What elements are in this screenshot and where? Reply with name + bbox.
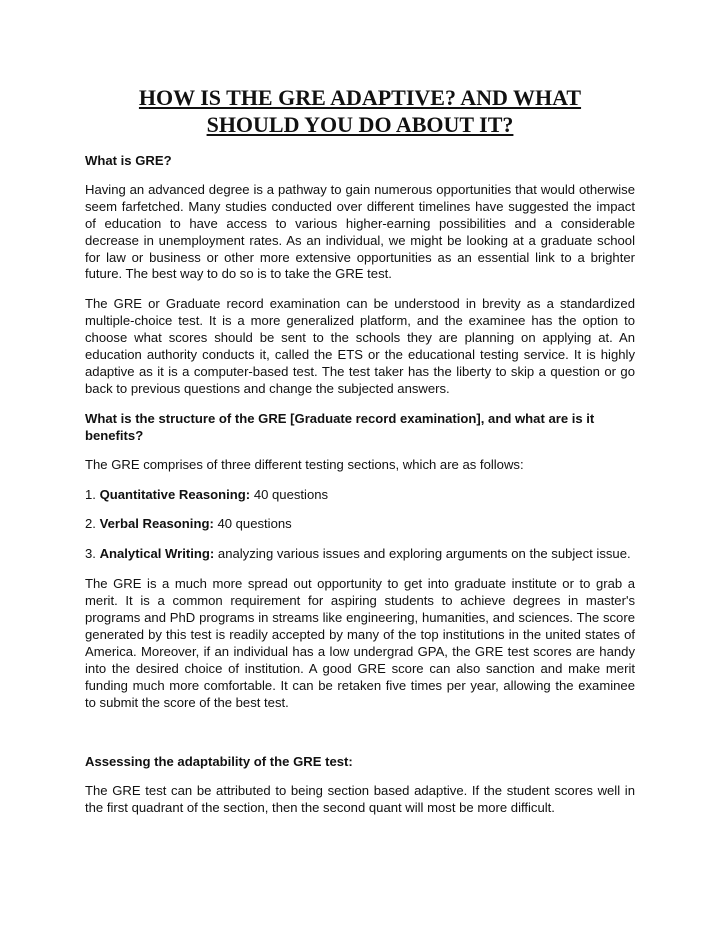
list-item-verbal <box>85 516 635 533</box>
blank-spacer <box>85 724 635 754</box>
section-heading-structure: What is the structure of the GRE [Graduate record examination], and what are is it benefits? <box>85 410 595 443</box>
list-number: 1. <box>85 486 96 502</box>
list-number: 3. <box>85 546 96 562</box>
section-heading-adaptability: Assessing the adaptability of the GRE test: <box>85 754 353 770</box>
paragraph-sections-intro: The GRE comprises of three different testing sections, which are as follows: <box>85 456 524 472</box>
list-item-analytical <box>85 546 635 563</box>
list-text: 40 questions <box>253 486 329 502</box>
title-line-2: SHOULD YOU DO ABOUT IT? <box>206 112 514 137</box>
paragraph-gre-benefits: The GRE is a much more spread out opportunity to get into graduate institute or to grab a merit. It is a common requirement for aspiring students to achieve degrees in master's programs and PhD programs in streams like engineering, humanities, and sciences. The score generated by this test is readily accepted by many of the top institutions in the united states of America. Moreover, if an individual has a low undergrad GPA, the GRE test scores are handy into the desired choice of institution. A good GRE score can also sanction and make merit funding much more comfortable. It can be retaken five times per year, allowing the examinee to submit the score of the best test. <box>85 576 635 710</box>
section-heading-what-is-gre: What is GRE? <box>85 153 172 168</box>
list-item-quantitative <box>85 487 635 504</box>
list-label: Quantitative Reasoning: <box>99 486 251 502</box>
paragraph-gre-definition: The GRE or Graduate record examination can be understood in brevity as a standardized multiple-choice test. It is a more generalized platform, and the examinee has the option to choose what scores should be sent to the schools they are planning on applying at. An education authority conducts it, called the ETS or the educational testing service. It is highly adaptive as it is a computer-based test. The test taker has the liberty to skip a question or go back to previous questions and change the subjected answers. <box>85 296 635 396</box>
list-label: Analytical Writing: <box>99 546 215 562</box>
document-body <box>85 84 635 830</box>
list-label: Verbal Reasoning: <box>99 516 214 532</box>
paragraph-intro: Having an advanced degree is a pathway to gain numerous opportunities that would otherwise seem farfetched. Many studies conducted over different timelines have suggested the impact of education to have access to various higher-earning possibilities and a considerable decrease in unemployment rates. As an individual, we might be looking at a graduate school for law or business or other more extensive opportunities as an essential link to a brighter future. The best way to do so is to take the GRE test. <box>85 181 635 282</box>
paragraph-adaptability: The GRE test can be attributed to being section based adaptive. If the student scores well in the first quadrant of the section, then the second quant will most be more difficult. <box>85 783 635 816</box>
list-text: analyzing various issues and exploring arguments on the subject issue. <box>217 546 631 562</box>
list-text: 40 questions <box>217 516 292 532</box>
page-title <box>85 84 635 138</box>
title-line-1: HOW IS THE GRE ADAPTIVE? AND WHAT <box>138 85 582 110</box>
list-number: 2. <box>85 516 96 532</box>
